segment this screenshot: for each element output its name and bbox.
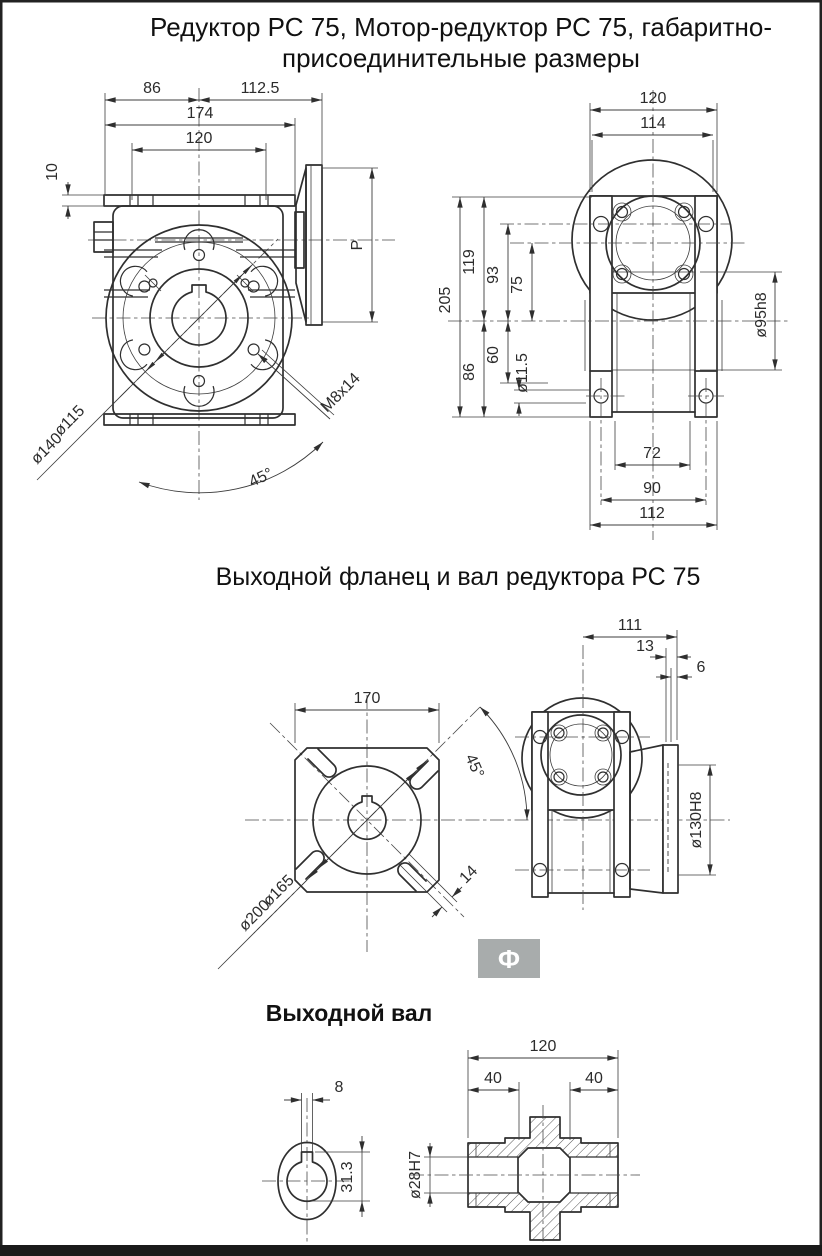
dim-90: 90: [643, 480, 661, 497]
dim-45deg: 45°: [246, 465, 276, 491]
dim-60: 60: [485, 346, 502, 364]
dim-d165: ø165: [259, 871, 298, 910]
dim-d200: ø200: [235, 896, 274, 935]
shaft-section-title: Выходной вал: [265, 1000, 433, 1026]
shaft-end-view: [262, 1079, 370, 1243]
dim-119: 119: [461, 249, 478, 275]
flange-badge-letter: Ф: [497, 944, 521, 974]
dim-d140: ø140: [27, 429, 66, 468]
dim-6: 6: [696, 659, 706, 676]
flange-face-dimensions: [218, 690, 527, 969]
front-view-dimensions: [28, 80, 378, 493]
dim-72: 72: [643, 445, 661, 462]
dim-112: 112: [639, 505, 665, 522]
page-title-line2: присоединительные размеры: [282, 43, 640, 73]
shaft-section-dimensions: [407, 1038, 618, 1207]
dim-86-side: 86: [461, 363, 478, 381]
dim-120-shaft: 120: [529, 1038, 557, 1055]
flange-section-title: Выходной фланец и вал редуктора РС 75: [215, 563, 701, 591]
dim-86: 86: [143, 80, 161, 97]
dim-d11-5: ø11.5: [514, 353, 531, 393]
dim-14: 14: [456, 862, 482, 888]
dim-120: 120: [185, 130, 213, 147]
dim-114: 114: [640, 115, 666, 132]
side-view: [437, 90, 790, 540]
page-title-line1: Редуктор РС 75, Мотор-редуктор РС 75, габаритно-: [150, 12, 772, 42]
output-cone: [630, 745, 663, 893]
dim-d130h8: ø130H8: [688, 791, 705, 849]
front-view: [28, 80, 395, 500]
dim-40-right: 40: [585, 1070, 603, 1087]
dim-174: 174: [186, 105, 214, 122]
output-flange-plate: [663, 745, 678, 893]
flange-face-view: [218, 690, 527, 969]
dim-45deg-flange: 45°: [461, 751, 487, 781]
dim-8: 8: [334, 1079, 344, 1096]
dim-205: 205: [437, 286, 454, 314]
dim-111: 111: [617, 617, 643, 634]
dim-112-5: 112.5: [240, 80, 280, 97]
shaft-section-view: [407, 1038, 640, 1246]
flange-side-view: [515, 617, 716, 910]
dim-120-top: 120: [639, 90, 667, 107]
dim-75: 75: [509, 276, 526, 294]
dim-d95h8: ø95h8: [753, 292, 770, 338]
dim-P: P: [349, 239, 366, 251]
dim-31-3: 31.3: [339, 1161, 356, 1193]
dim-m8x14: M8x14: [317, 369, 364, 416]
dim-d115: ø115: [51, 402, 89, 440]
motor-flange-side: [295, 165, 322, 325]
flange-badge: [478, 939, 540, 978]
gearbox-housing-front: [94, 195, 295, 425]
dim-40-left: 40: [484, 1070, 502, 1087]
shaft-end-dimensions: [284, 1079, 370, 1217]
dim-170: 170: [353, 690, 381, 707]
dim-10: 10: [44, 163, 61, 181]
dim-13: 13: [636, 638, 654, 655]
dim-93: 93: [485, 266, 502, 284]
bottom-bar: [0, 1245, 822, 1256]
dim-d28h7: ø28H7: [407, 1150, 424, 1200]
